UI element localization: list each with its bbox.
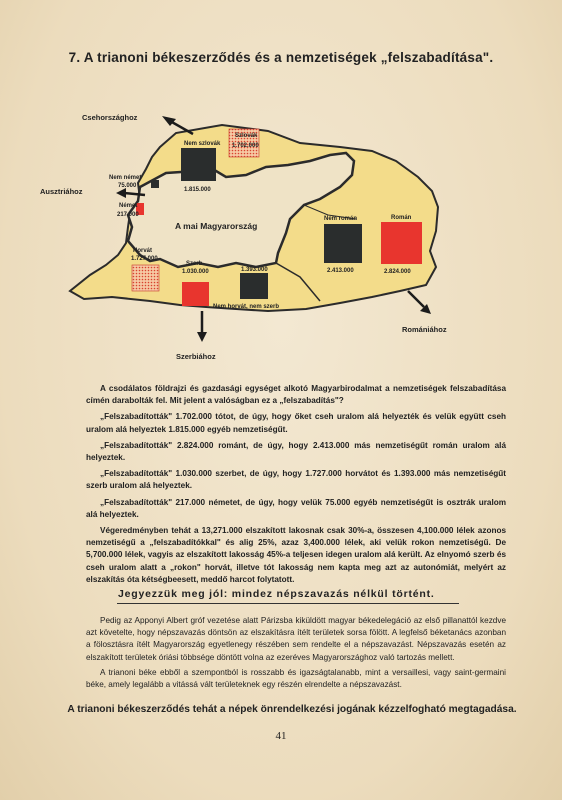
- label-nem-szlovak: Nem szlovák: [184, 141, 221, 147]
- label-roman: Román: [391, 215, 412, 221]
- center-label: A mai Magyarország: [175, 221, 258, 231]
- label-nem-horvat: Nem horvát, nem szerb: [213, 304, 280, 310]
- arrow-north-icon: [162, 116, 193, 134]
- note-underline: [117, 603, 459, 604]
- square-nem-roman: [324, 224, 362, 263]
- label-nem-roman: Nem román: [324, 216, 358, 222]
- value-nem-horvat: 1.393.000: [241, 267, 268, 273]
- value-nem-roman: 2.413.000: [327, 268, 354, 274]
- label-nemet: Német: [119, 203, 138, 209]
- note-heading: Jegyezzük meg jól: mindez népszavazás nélkül történt.: [118, 588, 435, 600]
- arrow-label-east: Romániához: [402, 325, 447, 334]
- square-nem-szlovak: [181, 148, 216, 181]
- paragraph-2: „Felszabadították" 2.824.000 románt, de úgy, hogy 2.413.000 más nemzetiségűt román uralom alá helyeztek.: [86, 440, 506, 463]
- label-nem-nemet: Nem német: [109, 175, 142, 181]
- value-nemet: 217.000: [117, 212, 139, 218]
- body-text-2: [86, 615, 506, 694]
- paragraph-7: A trianoni béke ebből a szempontból is rosszabb és igazságtalanabb, mint a versaillesi, vagy saint-germaini béke, amely legalább a vitássá vált területeknek egy részén elrendelte a népszavazást.: [86, 667, 506, 690]
- arrow-east-icon: [408, 291, 431, 314]
- intro-paragraph: A csodálatos földrajzi és gazdasági egységet alkotó Magyarbirodalmat a nemzetiségek felszabadítása címén darabolták fel. Mit jelent a valóságban ez a „felszabadítás"?: [86, 384, 506, 406]
- map-figure: [0, 95, 562, 375]
- paragraph-3: „Felszabadították" 1.030.000 szerbet, de úgy, hogy 1.727.000 horvátot és 1.393.000 más nemzetiségűt szerb uralom alá helyeztek.: [86, 469, 506, 491]
- value-horvat: 1.727.000: [131, 256, 158, 262]
- square-horvat: [132, 265, 159, 291]
- value-nem-nemet: 75.000: [118, 183, 137, 189]
- square-szerb: [182, 282, 209, 306]
- conclusion: A trianoni békeszerződés tehát a népek önrendelkezési jogának kézzelfogható megtagadása.: [67, 704, 517, 715]
- value-roman: 2.824.000: [384, 269, 411, 275]
- value-szerb: 1.030.000: [182, 269, 209, 275]
- label-szlovak: Szlovák: [235, 133, 258, 139]
- square-nem-nemet: [151, 180, 159, 188]
- label-szerb: Szerb: [186, 261, 203, 267]
- paragraph-6: Pedig az Apponyi Albert gróf vezetése alatt Párizsba kiküldött magyar békedelegáció az első pillanattól kezdve azt követelte, hogy népszavazás döntsön az elszakításra ítélt területek sorsa fölött. A legfelső béketanács azonban a fölosztásra ítélt Magyarország egyetlenegy részében sem rendelte el a népszavazást. Népszavazás esetén az elszakított területek óriási többsége döntött volna az ezeréves Magyarországhoz való tartozás mellett.: [86, 616, 506, 662]
- square-roman: [381, 222, 422, 264]
- value-nem-szlovak: 1.815.000: [184, 187, 211, 193]
- body-text: [86, 383, 506, 590]
- square-nem-horvat: [240, 273, 268, 299]
- arrow-label-north: Csehországhoz: [82, 113, 138, 122]
- arrow-label-west: Ausztriához: [40, 187, 83, 196]
- page-number: 41: [275, 730, 287, 742]
- page-title: 7. A trianoni békeszerződés és a nemzetiségek „felszabadítása".: [68, 50, 494, 65]
- arrow-south-icon: [197, 311, 207, 342]
- arrow-label-south: Szerbiához: [176, 352, 216, 361]
- paragraph-4: „Felszabadították" 217.000 németet, de úgy, hogy velük 75.000 egyéb nemzetiségűt is osztrák uralom alá helyeztek.: [86, 497, 506, 519]
- paragraph-1: „Felszabadították" 1.702.000 tótot, de úgy, hogy őket cseh uralom alá helyezték és velük együtt cseh uralom alá helyeztek 1.815.000 egyéb nemzetiségűt.: [86, 412, 506, 434]
- value-szlovak: 1.702.000: [232, 143, 259, 149]
- label-horvat: Horvát: [133, 248, 153, 254]
- paragraph-5: Végeredményben tehát a 13,271.000 elszakított lakosnak csak 30%-a, összesen 4,100.000 lélek azonos nemzetiségű a „felszabadítókkal" és alig 25%, azaz 3,400.000 lélek, aki velük rokon nemzetiségű. De 5,700.000 lélek, vagyis az elszakított lakosság 45%-a teljesen idegen uralom alá került. Az elnyomó szerb és cseh uralom alatt a „rokon" horvát, illetve tót lakosság nem kapta meg azt az autonómiát, melyért az elszakítás óta kétségbeesett, meddő harcot folytatott.: [86, 526, 506, 584]
